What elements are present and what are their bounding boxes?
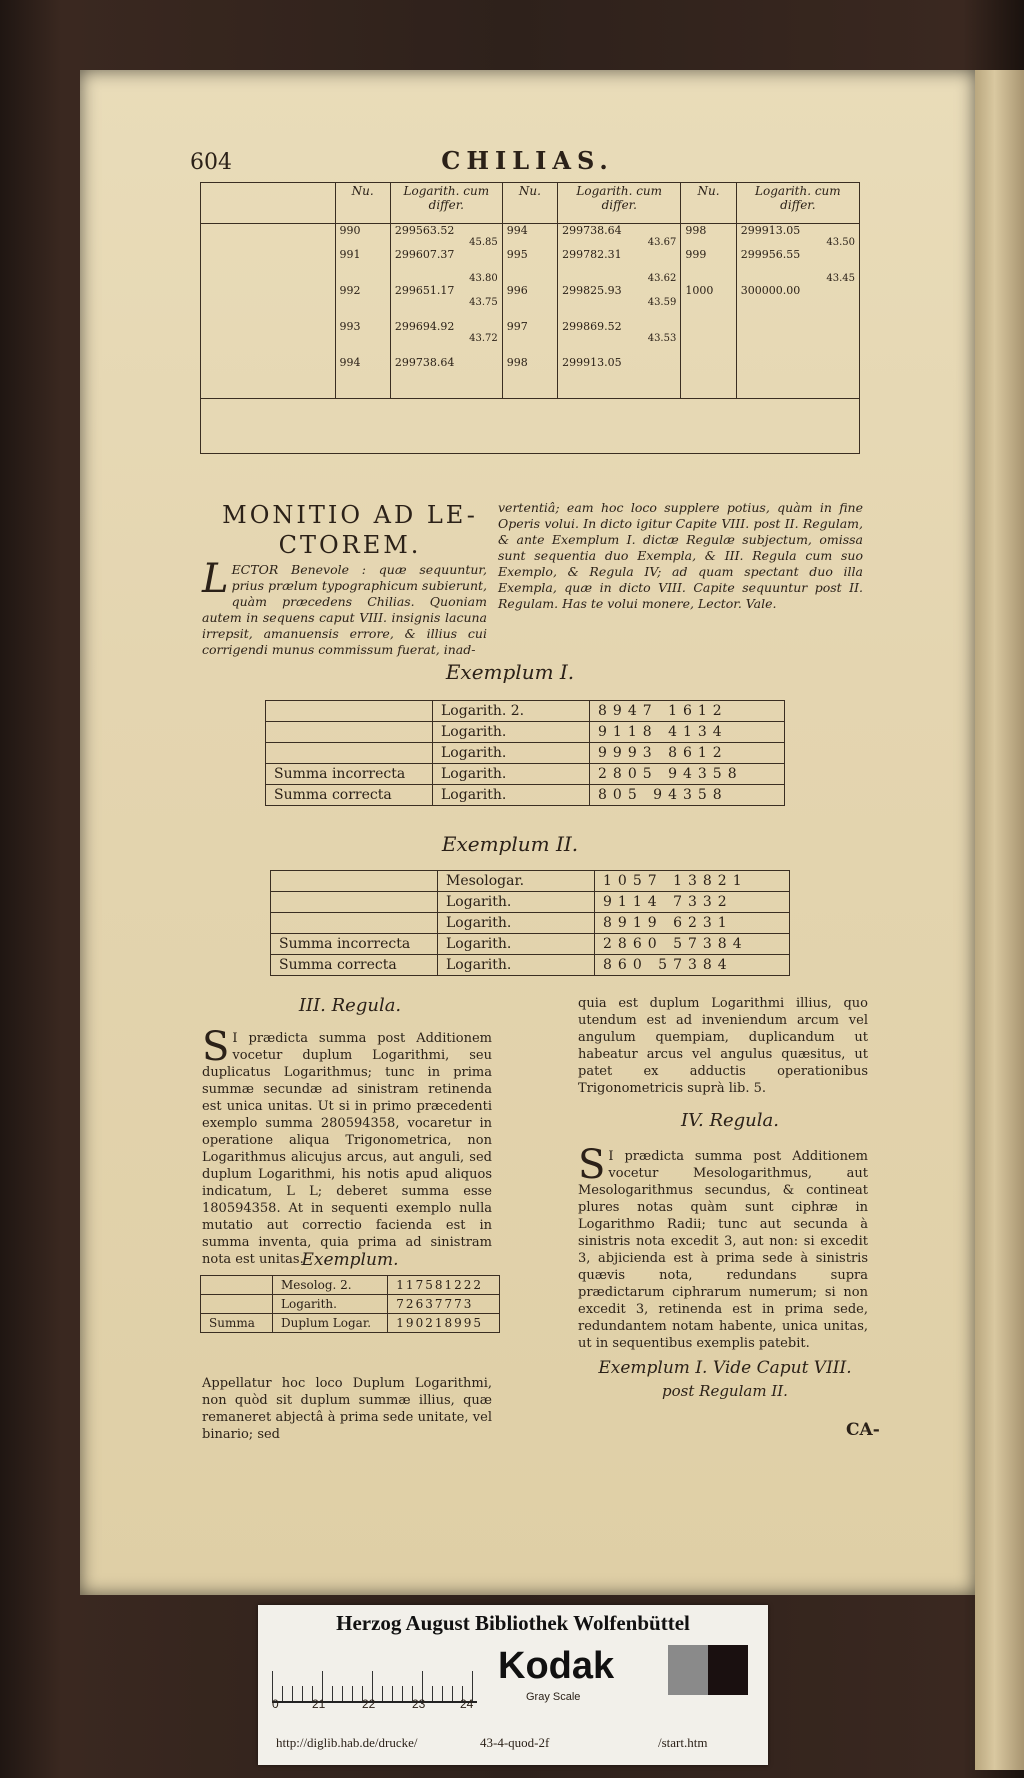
table-header: Nu. xyxy=(335,183,390,224)
next-page-edge xyxy=(975,70,1024,1770)
dropcap-s: S xyxy=(202,1024,230,1070)
url-right: /start.htm xyxy=(658,1735,708,1750)
ruler-scale xyxy=(272,1651,477,1703)
exemplum-2-title: Exemplum II. xyxy=(441,832,579,856)
page-number: 604 xyxy=(190,150,232,175)
dropcap-s-2: S xyxy=(578,1142,606,1188)
regula-3-exemplum-table: Mesolog. 2. 117581222 Logarith. 72637773 Summa Duplum Logar. 190218995 xyxy=(200,1275,500,1333)
log-column-3: 299913.05 43.50 299956.55 43.45 300000.00 xyxy=(736,224,859,399)
running-title: CHILIAS. xyxy=(441,146,614,175)
log-column-1: 299563.52 45.85 299607.37 43.80 299651.17 43.75 299694.92 43.72 299738.64 xyxy=(390,224,502,399)
blank-row xyxy=(201,399,860,454)
gray-swatch xyxy=(668,1645,708,1695)
exemplum-1-title: Exemplum I. xyxy=(445,660,575,684)
catchword: CA- xyxy=(846,1420,880,1440)
table-header: Logarith. cum differ. xyxy=(558,183,681,224)
right-column-continuation: quia est duplum Logarithmi illius, quo utendum est ad inveniendum arcum vel angulum quempiam, duplicandum ut habeatur arcus vel angulus quæsitus, ut patet ex adductis operationibus Trigonometricis suprà lib. 5. xyxy=(578,996,868,1096)
nu-column-3: 998 999 1000 xyxy=(681,224,736,399)
regula-3-title: III. Regula. xyxy=(298,995,402,1016)
nu-column-2: 994 995 996 997 998 xyxy=(502,224,557,399)
nu-column-1: 990 991 992 993 994 xyxy=(335,224,390,399)
table-header: Nu. xyxy=(681,183,736,224)
dropcap-l: L xyxy=(202,556,229,602)
regula-3-after: Appellatur hoc loco Duplum Logarithmi, non quòd sit duplum summæ illius, quæ remaneret abjectâ à prima sede unitate, vel binario; sed xyxy=(202,1376,492,1442)
gray-scale-label: Gray Scale xyxy=(526,1691,581,1703)
monitio-text-left: LECTOR Benevole : quæ sequuntur, prius prælum typographicum subierunt, quàm præcedens Chilias. Quoniam autem in sequens caput VIII. insignis lacuna irrepsit, amanuensis errore, & illius cui corrigendi munus commissum fuerat, inad- xyxy=(202,556,487,657)
monitio-text-right: vertentiâ; eam hoc loco supplere potius, quàm in fine Operis volui. In dicto igitur Capite VIII. post II. Regulam, & ante Exemplum I. dictæ Regulæ subjectum, omissa sunt sequentia duo Exempla, & III. Regula cum suo Exemplo, & Regula IV; ad quam spectant duo illa Exempla, quæ in dicto VIII. Capite sequuntur post II. Regulam. Has te volui monere, Lector. Vale. xyxy=(498,500,863,611)
kodak-logo: Kodak xyxy=(498,1645,615,1687)
table-header: Nu. xyxy=(502,183,557,224)
regula-3-text: S I prædicta summa post Additionem vocetur duplum Logarithmi, seu duplicatus Logarithmus; tunc in prima summæ secundæ ad sinistram retinenda est unica unitas. Ut si in primo præcedenti exemplo summa 280594358, vocaretur in operatione aliqua Trigonometrica, non Logarithmus alicujus arcus, aut anguli, sed duplum Logarithmi, his notis apud aliquos indicatum, L L; deberet summa esse 180594358. At in sequenti exemplo nulla mutatio aut correctio facienda est in summa inventa, quia prima ad sinistram nota est unitas. xyxy=(202,1024,492,1267)
url-mid: 43-4-quod-2f xyxy=(480,1735,550,1750)
regula-4-text: S I prædicta summa post Additionem vocetur Mesologarithmus, aut Mesologarithmus secundus, & contineat plures notas quàm sunt ciphræ in Logarithmo Radii; tunc aut secunda à sinistris nota excedit 3, aut non: si excedit 3, abjicienda est à prima sede à sinistris quævis nota, redundans supra prædictarum ciphrarum numerum; si non excedit 3, retinenda est in prima sede, redundantem notam habente, unica unitas, ut in sequentibus exemplis patebit. xyxy=(578,1142,868,1351)
regula-4-title: IV. Regula. xyxy=(681,1110,779,1131)
stamp-title: Herzog August Bibliothek Wolfenbüttel xyxy=(336,1611,690,1635)
library-stamp: Herzog August Bibliothek Wolfenbüttel 0 21 22 23 24 Kodak Gray Scale http://diglib.hab.de/drucke/ 43-4-quod-2f /start.htm xyxy=(258,1605,768,1765)
url-left: http://diglib.hab.de/drucke/ xyxy=(276,1735,418,1750)
monitio-title: MONITIO AD LE- CTOREM. xyxy=(222,501,478,559)
exemplum-2-table: Mesologar. 1057 13821 Logarith. 9114 7332 Logarith. 8919 6231 Summa incorrecta Logarith. 2860 57384 Summa correcta Logarith. 860 57384 xyxy=(270,870,790,976)
table-header: Logarith. cum differ. xyxy=(390,183,502,224)
book-page xyxy=(80,70,975,1595)
exemplum-1-table: Logarith. 2. 8947 1612 Logarith. 9118 4134 Logarith. 9993 8612 Summa incorrecta Logarith. 2805 94358 Summa correcta Logarith. 805 94358 xyxy=(265,700,785,806)
blank-header xyxy=(201,183,336,224)
logarithm-table xyxy=(200,182,860,454)
black-swatch xyxy=(708,1645,748,1695)
regula-3-exemplum-title: Exemplum. xyxy=(301,1250,399,1270)
exemplum-ref-line2: post Regulam II. xyxy=(662,1382,788,1400)
exemplum-ref-line1: Exemplum I. Vide Caput VIII. xyxy=(598,1358,852,1378)
table-header: Logarith. cum differ. xyxy=(736,183,859,224)
log-column-2: 299738.64 43.67 299782.31 43.62 299825.93 43.59 299869.52 43.53 299913.05 xyxy=(558,224,681,399)
blank-cell xyxy=(201,224,336,399)
